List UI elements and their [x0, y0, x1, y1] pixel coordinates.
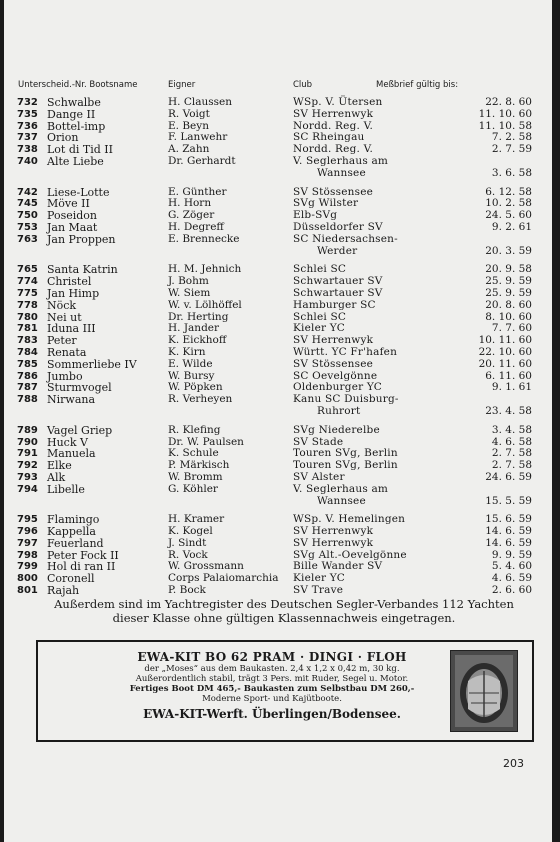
club-name: V. Seglerhaus am [293, 154, 389, 167]
sail-number: 795 [17, 514, 38, 526]
sail-number: 765 [17, 264, 38, 276]
owner-name: W. v. Lölhöffel [168, 298, 242, 311]
club-name: Schlei SC [293, 263, 347, 276]
club-name: SV Herrenwyk [293, 334, 374, 347]
sail-number: 784 [17, 346, 38, 358]
sail-number: 791 [17, 448, 38, 460]
sail-number: 785 [17, 358, 38, 370]
club-name: Ruhrort [317, 404, 361, 417]
club-name: Württ. YC Fr'hafen [293, 345, 398, 358]
measure-date: 20. 9. 58 [485, 263, 532, 276]
table-row [4, 538, 552, 550]
table-row [4, 425, 552, 437]
boat-name: Möve II [47, 197, 90, 211]
measure-date: 24. 5. 60 [485, 209, 532, 222]
club-name: Bille Wander SV [293, 560, 383, 573]
measure-date: 6. 11. 60 [485, 369, 532, 382]
owner-name: K. Schule [168, 447, 219, 460]
measure-date: 25. 9. 59 [485, 286, 532, 299]
sail-number: 742 [17, 186, 38, 198]
sail-number: 745 [17, 198, 38, 210]
table-row [4, 234, 552, 246]
club-name: Hamburger SC [293, 298, 376, 311]
sail-number: 778 [17, 299, 38, 311]
owner-name: R. Voigt [168, 107, 210, 120]
boat-kit-photo [450, 650, 518, 732]
measure-date: 11. 10. 60 [478, 107, 532, 120]
boat-name: Rajah [47, 584, 80, 598]
owner-name: H. Degreff [168, 220, 224, 233]
owner-name: K. Kogel [168, 525, 213, 538]
measure-date: 22. 10. 60 [478, 345, 532, 358]
measure-date: 8. 10. 60 [485, 310, 532, 323]
table-row [4, 585, 552, 597]
sail-number: 794 [17, 483, 38, 495]
sail-number: 740 [17, 155, 38, 167]
ad-line-1: der „Moses“ aus dem Baukasten. 2,4 x 1,2 x 0,42 m, 30 kg. [144, 664, 400, 674]
club-name: Schlei SC [293, 310, 347, 323]
owner-name: H. Claussen [168, 96, 232, 108]
table-row [4, 335, 552, 347]
boat-name: Dange II [47, 107, 96, 121]
table-row [4, 573, 552, 585]
measure-date: 4. 6. 58 [491, 435, 532, 448]
sail-number: 793 [17, 471, 38, 483]
table-row [4, 347, 552, 359]
club-name: SV Trave [293, 584, 344, 597]
club-name: SV Herrenwyk [293, 525, 374, 538]
sail-number: 783 [17, 335, 38, 347]
sail-number: 781 [17, 323, 38, 335]
ad-line-4: Moderne Sport- und Kajütboote. [202, 694, 342, 704]
boat-name: Liese-Lotte [47, 185, 110, 199]
boat-name: Flamingo [47, 513, 100, 527]
sail-number: 799 [17, 561, 38, 573]
club-name: SC Oevelgönne [293, 369, 378, 382]
table-row [4, 300, 552, 312]
owner-name: H. Kramer [168, 513, 225, 526]
owner-name: H. M. Jehnich [168, 263, 242, 276]
owner-name: W. Bursy [168, 369, 215, 382]
club-name: SVg Alt.-Oevelgönne [293, 548, 407, 561]
sail-number: 763 [17, 233, 38, 245]
boat-name: Hol di ran II [47, 560, 116, 574]
table-row [4, 472, 552, 484]
note-line-2: dieser Klasse ohne gültigen Klassennachweis eingetragen. [112, 611, 456, 625]
owner-name: W. Siem [168, 286, 211, 299]
club-name: SV Stössensee [293, 185, 374, 198]
owner-name: E. Wilde [168, 357, 213, 370]
owner-name: J. Sindt [168, 536, 207, 549]
header-measure-valid: Meßbrief gültig bis: [376, 80, 459, 90]
measure-date: 23. 4. 58 [485, 404, 532, 417]
measure-date: 5. 4. 60 [491, 560, 532, 573]
measure-date: 7. 7. 60 [491, 322, 532, 335]
boat-name: Kappella [47, 525, 96, 539]
measure-date: 20. 3. 59 [485, 244, 532, 257]
measure-date: 2. 6. 60 [491, 584, 532, 597]
club-name: WSp. V. Ütersen [293, 96, 383, 108]
club-name: SV Alster [293, 470, 345, 483]
boat-name: Sturmvogel [47, 381, 112, 395]
header-club: Club [293, 80, 313, 90]
owner-name: P. Märkisch [168, 459, 230, 472]
boat-name: Jan Proppen [47, 232, 116, 246]
boat-name: Peter Fock II [47, 548, 119, 562]
ad-title: EWA-KIT BO 62 PRAM · DINGI · FLOH [137, 650, 407, 664]
table-header [4, 80, 552, 94]
measure-date: 2. 7. 59 [491, 143, 532, 156]
boat-name: Jan Himp [47, 286, 100, 300]
sail-number: 735 [17, 108, 38, 120]
measure-date: 20. 8. 60 [485, 298, 532, 311]
table-row [4, 323, 552, 335]
club-name: Oldenburger YC [293, 381, 383, 394]
measure-date: 14. 6. 59 [485, 525, 532, 538]
club-name: Nordd. Reg. V. [293, 143, 374, 156]
boat-name: Orion [47, 131, 79, 145]
ad-footer: EWA-KIT-Werft. Überlingen/Bodensee. [143, 707, 401, 721]
measure-date: 15. 6. 59 [485, 513, 532, 526]
owner-name: W. Grossmann [168, 560, 244, 573]
measure-date: 6. 12. 58 [485, 185, 532, 198]
measure-date: 24. 6. 59 [485, 470, 532, 483]
boat-name: Libelle [47, 482, 85, 496]
boat-name: Nei ut [47, 310, 82, 324]
advertisement [36, 640, 534, 742]
club-name: Kanu SC Duisburg- [293, 393, 399, 406]
owner-name: F. Lanwehr [168, 131, 228, 144]
boat-name: Bottel-imp [47, 119, 106, 133]
boat-name: Christel [47, 275, 92, 289]
owner-name: E. Günther [168, 185, 227, 198]
measure-date: 4. 6. 59 [491, 572, 532, 585]
yacht-register-list [4, 97, 552, 597]
table-row [4, 246, 552, 258]
table-row [4, 484, 552, 496]
sail-number: 790 [17, 436, 38, 448]
owner-name: G. Zöger [168, 209, 215, 222]
sail-number: 789 [17, 424, 38, 436]
club-name: SV Herrenwyk [293, 536, 374, 549]
boat-name: Coronell [47, 572, 95, 586]
measure-date: 2. 7. 58 [491, 447, 532, 460]
club-name: SV Stössensee [293, 357, 374, 370]
measure-date: 11. 10. 58 [478, 119, 532, 132]
table-row [4, 222, 552, 234]
table-row [4, 121, 552, 133]
table-row [4, 156, 552, 168]
boat-name: Manuela [47, 447, 96, 461]
club-name: SC Niedersachsen- [293, 232, 398, 245]
ad-line-3: Fertiges Boot DM 465,- Baukasten zum Selbstbau DM 260,- [129, 684, 415, 694]
club-name: SV Stade [293, 435, 344, 448]
owner-name: Dr. Herting [168, 310, 229, 323]
sail-number: 796 [17, 526, 38, 538]
boat-name: Renata [47, 345, 87, 359]
owner-name: H. Jander [168, 322, 220, 335]
boat-name: Feuerland [47, 536, 104, 550]
owner-name: G. Köhler [168, 482, 218, 495]
header-owner: Eigner [168, 80, 196, 90]
measure-date: 3. 6. 58 [491, 166, 532, 179]
boat-name: Alk [47, 470, 66, 484]
club-name: Kieler YC [293, 572, 345, 585]
club-name: WSp. V. Hemelingen [293, 513, 406, 526]
boat-name: Lot di Tid II [47, 143, 113, 157]
measure-date: 20. 11. 60 [478, 357, 532, 370]
sail-number: 774 [17, 276, 38, 288]
boat-name: Elke [47, 459, 72, 473]
owner-name: E. Beyn [168, 119, 209, 132]
owner-name: J. Bohm [168, 275, 209, 288]
boat-name: Sommerliebe IV [47, 357, 137, 371]
measure-date: 9. 9. 59 [491, 548, 532, 561]
sail-number: 750 [17, 210, 38, 222]
sail-number: 738 [17, 144, 38, 156]
owner-name: R. Vock [168, 548, 208, 561]
club-name: SVg Niederelbe [293, 423, 380, 436]
boat-name: Peter [47, 334, 77, 348]
boat-name: Santa Katrin [47, 263, 118, 277]
boat-name: Nöck [47, 298, 77, 312]
club-name: Touren SVg, Berlin [293, 447, 398, 460]
table-row [4, 406, 552, 418]
club-name: SC Rheingau [293, 131, 365, 144]
owner-name: R. Verheyen [168, 393, 233, 406]
owner-name: P. Bock [168, 584, 206, 597]
boat-name: Nirwana [47, 393, 96, 407]
owner-name: W. Bromm [168, 470, 223, 483]
sail-number: 786 [17, 370, 38, 382]
table-row [4, 109, 552, 121]
boat-name: Poseidon [47, 209, 97, 223]
owner-name: W. Pöpken [168, 381, 223, 394]
club-name: Elb-SVg [293, 209, 338, 222]
sail-number: 792 [17, 460, 38, 472]
owner-name: Dr. Gerhardt [168, 154, 236, 167]
owner-name: R. Klefing [168, 423, 221, 436]
sail-number: 801 [17, 585, 38, 597]
header-number-boat: Unterscheid.-Nr. Bootsname [18, 80, 138, 90]
sail-number: 753 [17, 221, 38, 233]
boat-name: Huck V [47, 435, 88, 449]
measure-date: 15. 5. 59 [485, 494, 532, 507]
measure-date: 9. 1. 61 [491, 381, 532, 394]
owner-name: A. Zahn [168, 143, 210, 156]
club-name: SVg Wilster [293, 197, 359, 210]
sail-number: 787 [17, 382, 38, 394]
table-row [4, 460, 552, 472]
boat-name: Jumbo [47, 369, 83, 383]
club-name: Wannsee [317, 494, 366, 507]
measure-date: 10. 11. 60 [478, 334, 532, 347]
club-name: Schwartauer SV [293, 286, 383, 299]
club-name: Schwartauer SV [293, 275, 383, 288]
page-number: 203 [503, 757, 524, 770]
club-name: Kieler YC [293, 322, 345, 335]
measure-date: 7. 2. 58 [491, 131, 532, 144]
measure-date: 9. 2. 61 [491, 220, 532, 233]
measure-date: 25. 9. 59 [485, 275, 532, 288]
sail-number: 736 [17, 120, 38, 132]
owner-name: Dr. W. Paulsen [168, 435, 244, 448]
owner-name: K. Eickhoff [168, 334, 227, 347]
club-name: Nordd. Reg. V. [293, 119, 374, 132]
sail-number: 798 [17, 549, 38, 561]
table-row [4, 288, 552, 300]
sail-number: 775 [17, 287, 38, 299]
sail-number: 797 [17, 537, 38, 549]
note-line-1: Außerdem sind im Yachtregister des Deutschen Segler-Verbandes 112 Yachten [54, 597, 514, 611]
measure-date: 2. 7. 58 [491, 459, 532, 472]
table-row [4, 394, 552, 406]
table-row [4, 448, 552, 460]
measure-date: 14. 6. 59 [485, 536, 532, 549]
boat-name: Schwalbe [47, 96, 101, 109]
club-name: Touren SVg, Berlin [293, 459, 398, 472]
club-name: SV Herrenwyk [293, 107, 374, 120]
sail-number: 737 [17, 132, 38, 144]
owner-name: H. Horn [168, 197, 212, 210]
club-name: Werder [317, 244, 358, 257]
boat-name: Jan Maat [47, 220, 98, 234]
owner-name: K. Kirn [168, 345, 206, 358]
ad-line-2: Außerordentlich stabil, trägt 3 Pers. mit Ruder, Segel u. Motor. [135, 674, 409, 684]
boat-name: Iduna III [47, 322, 96, 336]
sail-number: 788 [17, 394, 38, 406]
register-page [4, 0, 552, 842]
measure-date: 3. 4. 58 [491, 423, 532, 436]
measure-date: 10. 2. 58 [485, 197, 532, 210]
sail-number: 780 [17, 311, 38, 323]
club-name: V. Seglerhaus am [293, 482, 389, 495]
owner-name: E. Brennecke [168, 232, 240, 245]
boat-name: Vagel Griep [47, 423, 113, 437]
boat-photo-image [451, 651, 517, 731]
ad-text [122, 650, 422, 721]
measure-date: 22. 8. 60 [485, 96, 532, 108]
owner-name: Corps Palaiomarchia [168, 572, 279, 585]
boat-name: Alte Liebe [47, 154, 104, 168]
table-row [4, 359, 552, 371]
club-name: Wannsee [317, 166, 366, 179]
register-note [34, 597, 534, 625]
sail-number: 732 [17, 97, 38, 108]
club-name: Düsseldorfer SV [293, 220, 383, 233]
table-row [4, 168, 552, 180]
table-row [4, 496, 552, 508]
sail-number: 800 [17, 573, 38, 585]
